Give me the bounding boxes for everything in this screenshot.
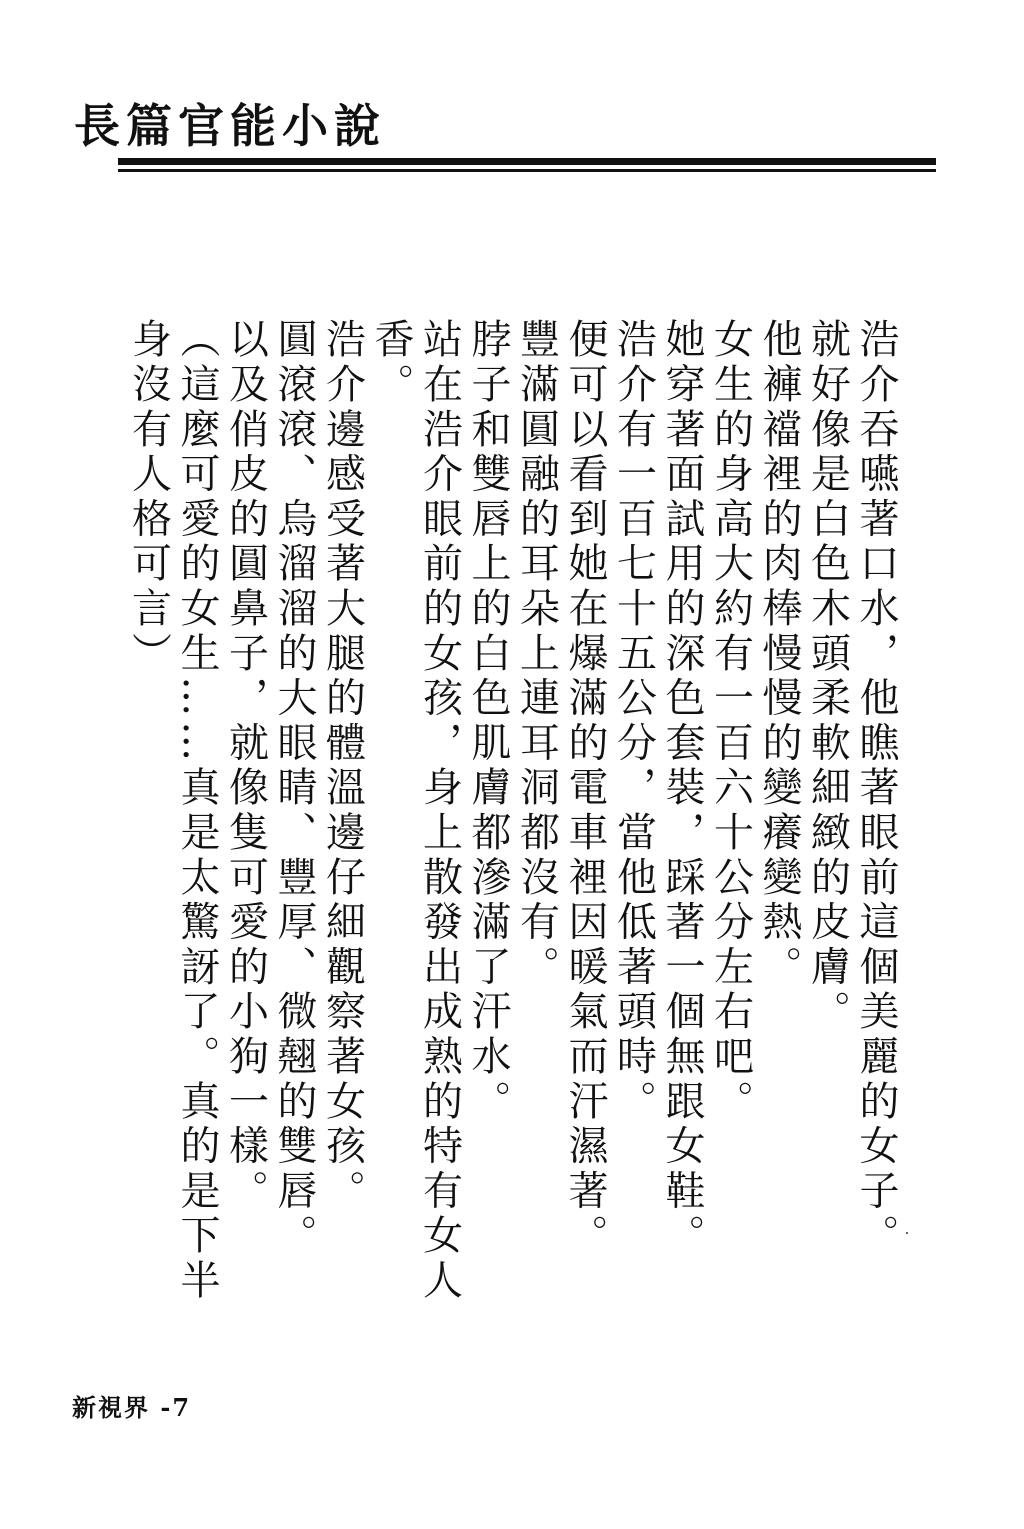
body-text	[125, 318, 900, 1328]
header-rule-thick	[118, 158, 936, 165]
series-title: 長篇官能小說	[74, 99, 386, 153]
paragraph: 站在浩介眼前的女孩，身上散發出成熟的特有女人香。	[368, 318, 463, 1304]
paragraph: 豐滿圓融的耳朵上連耳洞都沒有。	[513, 318, 560, 990]
paragraph: 她穿著面試用的深色套裝，踩著一個無跟女鞋。	[659, 318, 705, 1259]
header-rule-thin	[118, 169, 936, 172]
paragraph: 浩介邊感受著大腿的體溫邊仔細觀察著女孩。	[319, 318, 366, 1214]
paragraph: 女生的身高大約有一百六十公分左右吧。	[707, 318, 754, 1125]
paragraph: 圓滾滾、烏溜溜的大眼睛、豐厚、微翹的雙唇。	[271, 318, 317, 1259]
paragraph: 浩介吞嚥著口水，他瞧著眼前這個美麗的女子。	[853, 318, 899, 1259]
paragraph: 就好像是白色木頭柔軟細緻的皮膚。	[804, 318, 851, 1035]
paragraph: 他褲襠裡的肉棒慢慢的變癢變熱。	[756, 318, 802, 990]
paragraph: （這麼可愛的女生……真是太驚訝了。真的是下半身沒有人格可言）	[125, 318, 220, 1304]
scan-speck	[906, 1232, 908, 1234]
paragraph: 脖子和雙唇上的白色肌膚都滲滿了汗水。	[465, 318, 511, 1125]
paragraph: 浩介有一百七十五公分，當他低著頭時。	[610, 318, 657, 1125]
page-folio: 新視界 -7	[72, 1393, 192, 1422]
paragraph: 便可以看到她在爆滿的電車裡因暖氣而汗濕著。	[562, 318, 608, 1259]
paragraph: 以及俏皮的圓鼻子，就像隻可愛的小狗一樣。	[222, 318, 269, 1214]
